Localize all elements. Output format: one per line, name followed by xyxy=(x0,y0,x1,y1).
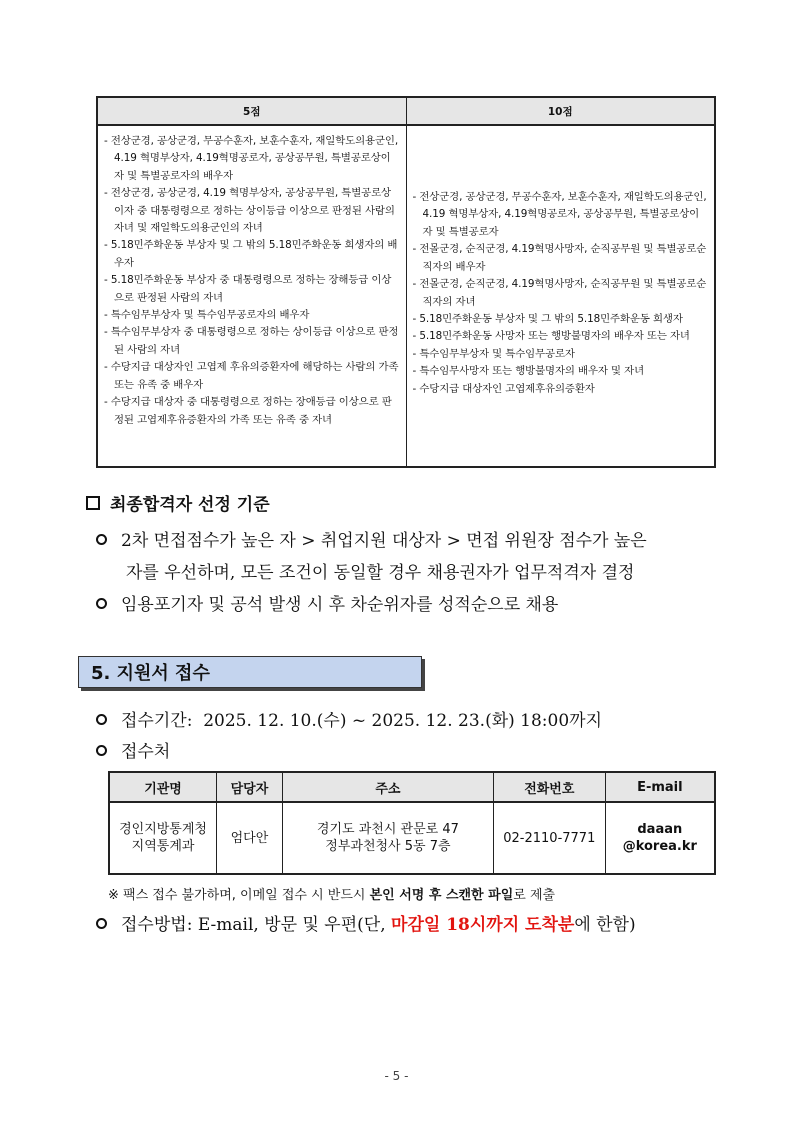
period-value: 2025. 12. 10.(수) ~ 2025. 12. 23.(화) 18:00까지 xyxy=(203,711,602,731)
list-item: - 수당지급 대상자인 고엽제후유의증환자 xyxy=(413,381,709,398)
list-item: - 특수임무사망자 또는 행방불명자의 배우자 및 자녀 xyxy=(413,363,709,380)
list-item: - 전상군경, 공상군경, 무공수훈자, 보훈수훈자, 재일학도의용군인, 4.19 혁명부상자, 4.19혁명공로자, 공상공무원, 특별공로상이자 및 특별공로자의 배우자 xyxy=(104,133,400,185)
list-item: - 5.18민주화운동 부상자 및 그 밖의 5.18민주화운동 희생자의 배우자 xyxy=(104,237,400,272)
note-suffix: 로 제출 xyxy=(513,888,556,903)
contact-table xyxy=(108,771,716,875)
section-header-application xyxy=(78,656,422,688)
method-deadline: 마감일 18시까지 도착분 xyxy=(391,915,575,935)
list-item: - 5.18민주화운동 부상자 및 그 밖의 5.18민주화운동 희생자 xyxy=(413,311,709,328)
email-cell[interactable] xyxy=(605,802,715,874)
score-10-cell xyxy=(406,125,715,467)
score-5-header: 5점 xyxy=(97,97,406,125)
header-email: E-mail xyxy=(605,772,715,802)
address-line-1: 경기도 과천시 관문로 47 xyxy=(316,822,459,837)
period-label: 접수기간: xyxy=(121,711,193,731)
header-address: 주소 xyxy=(282,772,493,802)
application-place xyxy=(96,737,170,762)
address-cell xyxy=(282,802,493,874)
header-person: 담당자 xyxy=(217,772,283,802)
person-cell: 엄다안 xyxy=(217,802,283,874)
final-selection-rule-1-cont xyxy=(126,558,634,583)
square-bullet-icon xyxy=(86,496,100,510)
table-row xyxy=(109,802,715,874)
final-selection-rule-1 xyxy=(96,526,647,551)
list-item: - 특수임무부상자 및 특수임무공로자 xyxy=(413,346,709,363)
circle-bullet-icon xyxy=(96,745,107,756)
note-bold: 본인 서명 후 스캔한 파일 xyxy=(369,888,514,903)
final-selection-rule-2 xyxy=(96,590,558,615)
org-line-2: 지역통계과 xyxy=(131,839,195,854)
score-table xyxy=(96,96,716,468)
list-item: - 수당지급 대상자 중 대통령령으로 정하는 장애등급 이상으로 판정된 고엽제후유증환자의 가족 또는 유족 중 자녀 xyxy=(104,394,400,429)
list-item: - 전몰군경, 순직군경, 4.19혁명사망자, 순직공무원 및 특별공로순직자의 자녀 xyxy=(413,276,709,311)
circle-bullet-icon xyxy=(96,918,107,929)
section-header-text: 5. 지원서 접수 xyxy=(91,663,210,684)
email-line-2: @korea.kr xyxy=(622,839,697,854)
list-item: - 전몰군경, 순직군경, 4.19혁명사망자, 순직공무원 및 특별공로순직자의 배우자 xyxy=(413,241,709,276)
circle-bullet-icon xyxy=(96,534,107,545)
score-10-list xyxy=(413,189,709,398)
score-5-cell xyxy=(97,125,406,467)
fax-note xyxy=(108,884,555,903)
application-method xyxy=(96,910,636,935)
page-number: - 5 - xyxy=(384,1069,409,1083)
method-prefix: 접수방법: E-mail, 방문 및 우편(단, xyxy=(121,915,392,935)
list-item: - 5.18민주화운동 사망자 또는 행방불명자의 배우자 또는 자녀 xyxy=(413,328,709,345)
org-line-1: 경인지방통계청 xyxy=(119,822,207,837)
header-phone: 전화번호 xyxy=(493,772,605,802)
final-selection-title xyxy=(86,490,270,515)
application-period xyxy=(96,706,602,731)
list-item: - 전상군경, 공상군경, 무공수훈자, 보훈수훈자, 재일학도의용군인, 4.19 혁명부상자, 4.19혁명공로자, 공상공무원, 특별공로상이자 및 특별공로자 xyxy=(413,189,709,241)
note-prefix: ※ 팩스 접수 불가하며, 이메일 접수 시 반드시 xyxy=(108,888,370,903)
rule-1-text: 2차 면접점수가 높은 자 > 취업지원 대상자 > 면접 위원장 점수가 높은 xyxy=(121,531,647,551)
method-suffix: 에 한함) xyxy=(574,915,636,935)
phone-cell: 02-2110-7771 xyxy=(493,802,605,874)
place-label: 접수처 xyxy=(121,742,171,762)
email-line-1: daaan xyxy=(637,822,683,837)
list-item: - 특수임무부상자 중 대통령령으로 정하는 상이등급 이상으로 판정된 사람의 자녀 xyxy=(104,324,400,359)
list-item: - 특수임무부상자 및 특수임무공로자의 배우자 xyxy=(104,307,400,324)
final-selection-title-text: 최종합격자 선정 기준 xyxy=(110,495,270,515)
list-item: - 5.18민주화운동 부상자 중 대통령령으로 정하는 장해등급 이상으로 판정된 사람의 자녀 xyxy=(104,272,400,307)
header-org: 기관명 xyxy=(109,772,217,802)
org-cell xyxy=(109,802,217,874)
list-item: - 전상군경, 공상군경, 4.19 혁명부상자, 공상공무원, 특별공로상이자 중 대통령령으로 정하는 상이등급 이상으로 판정된 사람의 자녀 및 재일학도의용군인의 자녀 xyxy=(104,185,400,237)
circle-bullet-icon xyxy=(96,598,107,609)
rule-2-text: 임용포기자 및 공석 발생 시 후 차순위자를 성적순으로 채용 xyxy=(121,595,559,615)
score-5-list xyxy=(104,133,400,429)
address-line-2: 정부과천청사 5동 7층 xyxy=(325,839,451,854)
circle-bullet-icon xyxy=(96,714,107,725)
rule-1-cont-text: 자를 우선하며, 모든 조건이 동일할 경우 채용권자가 업무적격자 결정 xyxy=(126,563,635,583)
list-item: - 수당지급 대상자인 고엽제 후유의증환자에 해당하는 사람의 가족 또는 유족 중 배우자 xyxy=(104,359,400,394)
score-10-header: 10점 xyxy=(406,97,715,125)
